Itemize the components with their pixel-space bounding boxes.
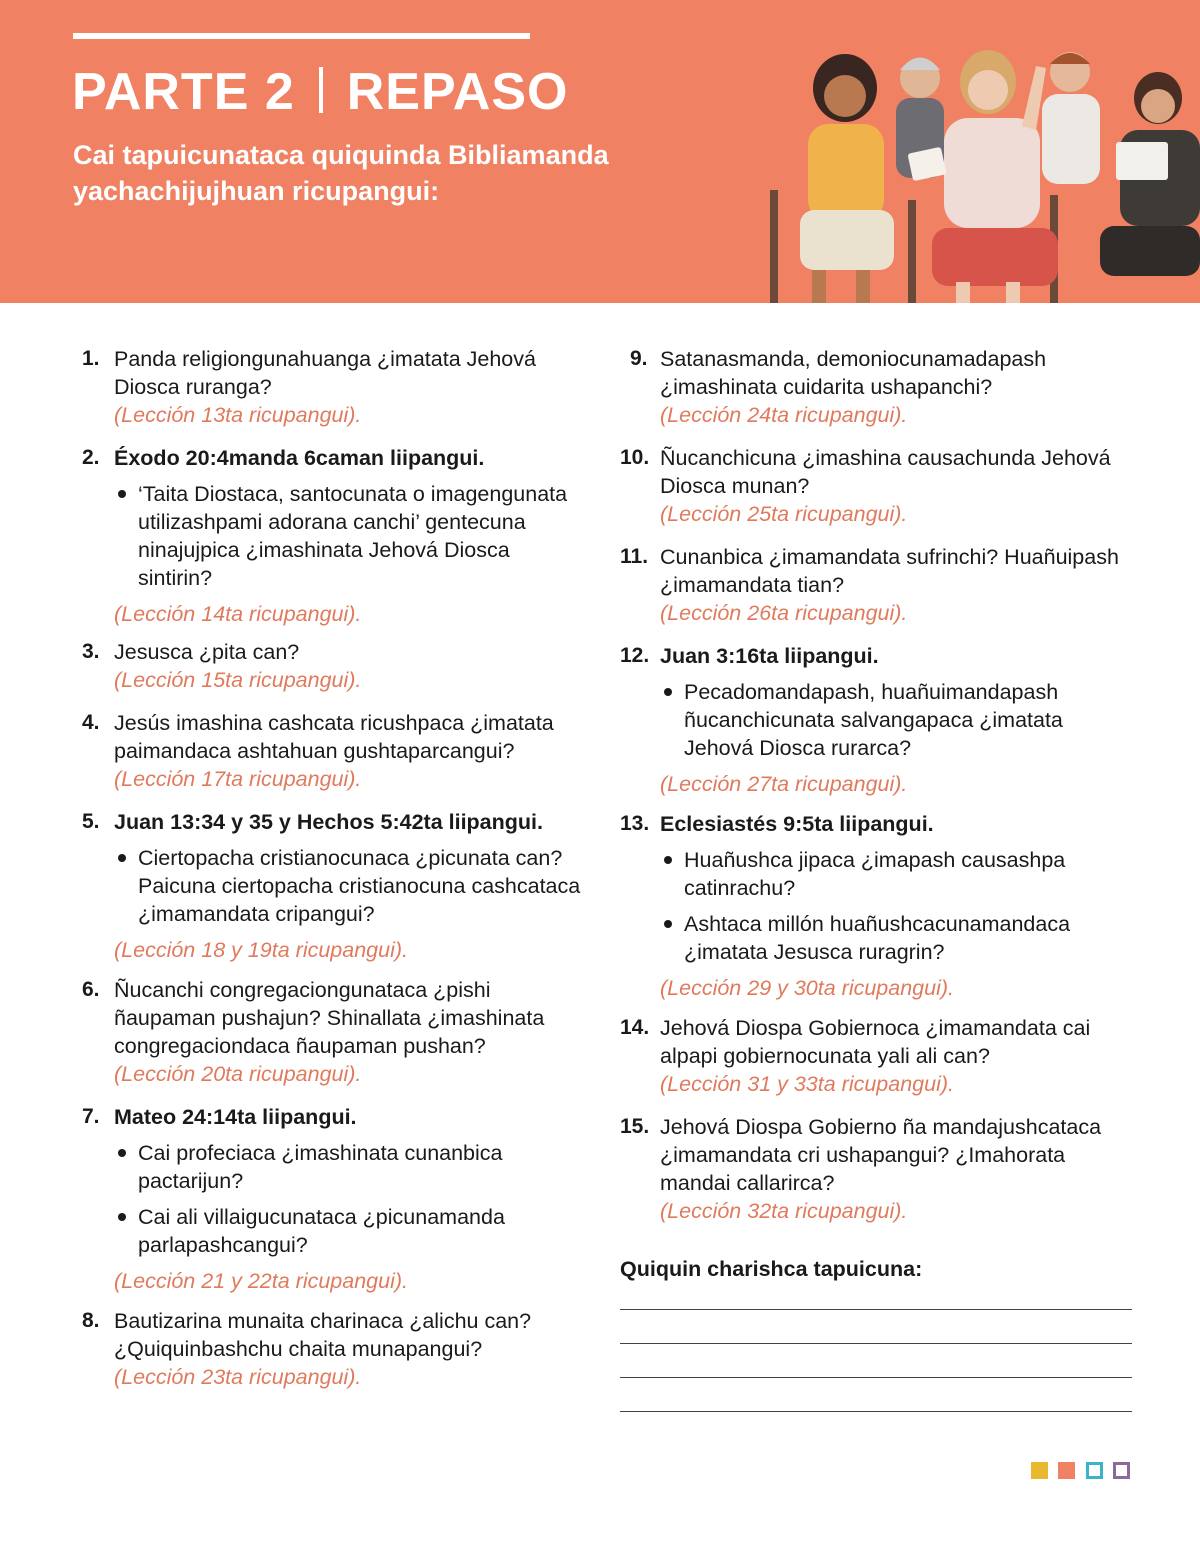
header-rule <box>73 33 530 39</box>
yellow-square-icon <box>1031 1462 1048 1479</box>
question-number: 10. <box>620 446 650 469</box>
question-number: 13. <box>620 812 650 835</box>
question-number: 6. <box>82 978 100 1001</box>
lesson-reference: (Lección 14ta ricupangui). <box>114 602 362 626</box>
question-7 <box>80 1103 585 1295</box>
question-10 <box>618 444 1138 528</box>
question-number: 12. <box>620 644 650 667</box>
question-11 <box>618 543 1138 627</box>
question-number: 15. <box>620 1115 650 1138</box>
question-text: Cunanbica ¿imamandata sufrinchi? Huañuipash ¿imamandata tian? <box>660 545 1119 597</box>
lesson-reference: (Lección 27ta ricupangui). <box>660 772 908 796</box>
bullet-item: Ashtaca millón huañushcacunamandaca ¿imatata Jesusca ruragrin? <box>660 910 1138 966</box>
lesson-reference: (Lección 26ta ricupangui). <box>660 601 908 625</box>
question-1 <box>80 345 585 429</box>
question-9 <box>618 345 1138 429</box>
lesson-reference: (Lección 20ta ricupangui). <box>114 1062 362 1086</box>
question-13 <box>618 810 1138 1002</box>
page-title: PARTE 2 REPASO <box>72 63 569 121</box>
scripture-heading: Eclesiastés 9:5ta liipangui. <box>660 812 934 836</box>
question-number: 9. <box>630 347 648 370</box>
bullet-item: Cai profeciaca ¿imashinata cunanbica pactarijun? <box>114 1139 585 1195</box>
question-14 <box>618 1014 1138 1098</box>
bullet-item: Ciertopacha cristianocunaca ¿picunata can? Paicuna ciertopacha cristianocuna cashcataca ¿imamandata cripangui? <box>114 844 585 928</box>
lesson-reference: (Lección 32ta ricupangui). <box>660 1199 908 1223</box>
question-2 <box>80 444 585 628</box>
question-4 <box>80 709 585 793</box>
coral-square-icon <box>1058 1462 1075 1479</box>
lesson-reference: (Lección 13ta ricupangui). <box>114 403 362 427</box>
header-banner <box>0 0 1200 303</box>
title-separator <box>319 67 323 113</box>
question-15 <box>618 1113 1138 1225</box>
question-12 <box>618 642 1138 798</box>
question-text: Jehová Diospa Gobiernoca ¿imamandata cai alpapi gobiernocunata yali ali can? <box>660 1016 1091 1068</box>
question-text: Satanasmanda, demoniocunamadapash ¿imashinata cuidarita ushapanchi? <box>660 347 1047 399</box>
question-number: 3. <box>82 640 100 663</box>
scripture-heading: Éxodo 20:4manda 6caman liipangui. <box>114 446 485 470</box>
lesson-reference: (Lección 29 y 30ta ricupangui). <box>660 976 955 1000</box>
lesson-reference: (Lección 15ta ricupangui). <box>114 668 362 692</box>
questions-right-column <box>618 345 1138 1225</box>
question-number: 14. <box>620 1016 650 1039</box>
purple-outline-square-icon <box>1113 1462 1130 1479</box>
scripture-heading: Juan 3:16ta liipangui. <box>660 644 879 668</box>
question-text: Ñucanchicuna ¿imashina causachunda Jehová Diosca munan? <box>660 446 1111 498</box>
question-number: 7. <box>82 1105 100 1128</box>
question-text: Ñucanchi congregaciongunataca ¿pishi ñaupaman pushajun? Shinallata ¿imashinata congregaciondaca ñaupaman pushan? <box>114 978 545 1058</box>
bullet-item: Pecadomandapash, huañuimandapash ñucanchicunata salvangapaca ¿imatata Jehová Diosca rurarca? <box>660 678 1138 762</box>
people-sitting-illustration <box>760 30 1200 303</box>
note-line[interactable] <box>620 1377 1132 1378</box>
question-8 <box>80 1307 585 1391</box>
note-line[interactable] <box>620 1343 1132 1344</box>
question-5 <box>80 808 585 964</box>
note-line[interactable] <box>620 1309 1132 1310</box>
note-line[interactable] <box>620 1411 1132 1412</box>
bullet-item: Cai ali villaigucunataca ¿picunamanda parlapashcangui? <box>114 1203 585 1259</box>
lesson-reference: (Lección 25ta ricupangui). <box>660 502 908 526</box>
question-6 <box>80 976 585 1088</box>
question-text: Bautizarina munaita charinaca ¿alichu can? ¿Quiquinbashchu chaita munapangui? <box>114 1309 532 1361</box>
scripture-heading: Mateo 24:14ta liipangui. <box>114 1105 357 1129</box>
question-text: Jehová Diospa Gobierno ña mandajushcataca ¿imamandata cri ushapangui? ¿Imahorata mandai callarirca? <box>660 1115 1102 1195</box>
question-number: 11. <box>620 545 649 568</box>
lesson-reference: (Lección 23ta ricupangui). <box>114 1365 362 1389</box>
page-subtitle: Cai tapuicunataca quiquinda Bibliamanda yachachijujhuan ricupangui: <box>73 140 609 206</box>
question-number: 4. <box>82 711 100 734</box>
lesson-reference: (Lección 17ta ricupangui). <box>114 767 362 791</box>
question-number: 2. <box>82 446 100 469</box>
question-text: Jesús imashina cashcata ricushpaca ¿imatata paimandaca ashtahuan gushtaparcangui? <box>114 711 554 763</box>
questions-left-column <box>80 345 585 1391</box>
bullet-item: Huañushca jipaca ¿imapash causashpa catinrachu? <box>660 846 1138 902</box>
bullet-item: ‘Taita Diostaca, santocunata o imagengunata utilizashpami adorana canchi’ gentecuna ninajujpica ¿imashinata Jehová Diosca sintirin? <box>114 480 585 592</box>
notes-heading: Quiquin charishca tapuicuna: <box>620 1257 923 1281</box>
lesson-reference: (Lección 18 y 19ta ricupangui). <box>114 938 409 962</box>
question-text: Panda religiongunahuanga ¿imatata Jehová Diosca ruranga? <box>114 347 536 399</box>
lesson-reference: (Lección 21 y 22ta ricupangui). <box>114 1269 409 1293</box>
teal-outline-square-icon <box>1086 1462 1103 1479</box>
question-text: Jesusca ¿pita can? <box>114 640 300 664</box>
question-3 <box>80 638 585 694</box>
question-number: 5. <box>82 810 100 833</box>
question-number: 8. <box>82 1309 100 1332</box>
lesson-reference: (Lección 24ta ricupangui). <box>660 403 908 427</box>
scripture-heading: Juan 13:34 y 35 y Hechos 5:42ta liipangui. <box>114 810 543 834</box>
question-number: 1. <box>82 347 100 370</box>
lesson-reference: (Lección 31 y 33ta ricupangui). <box>660 1072 955 1096</box>
